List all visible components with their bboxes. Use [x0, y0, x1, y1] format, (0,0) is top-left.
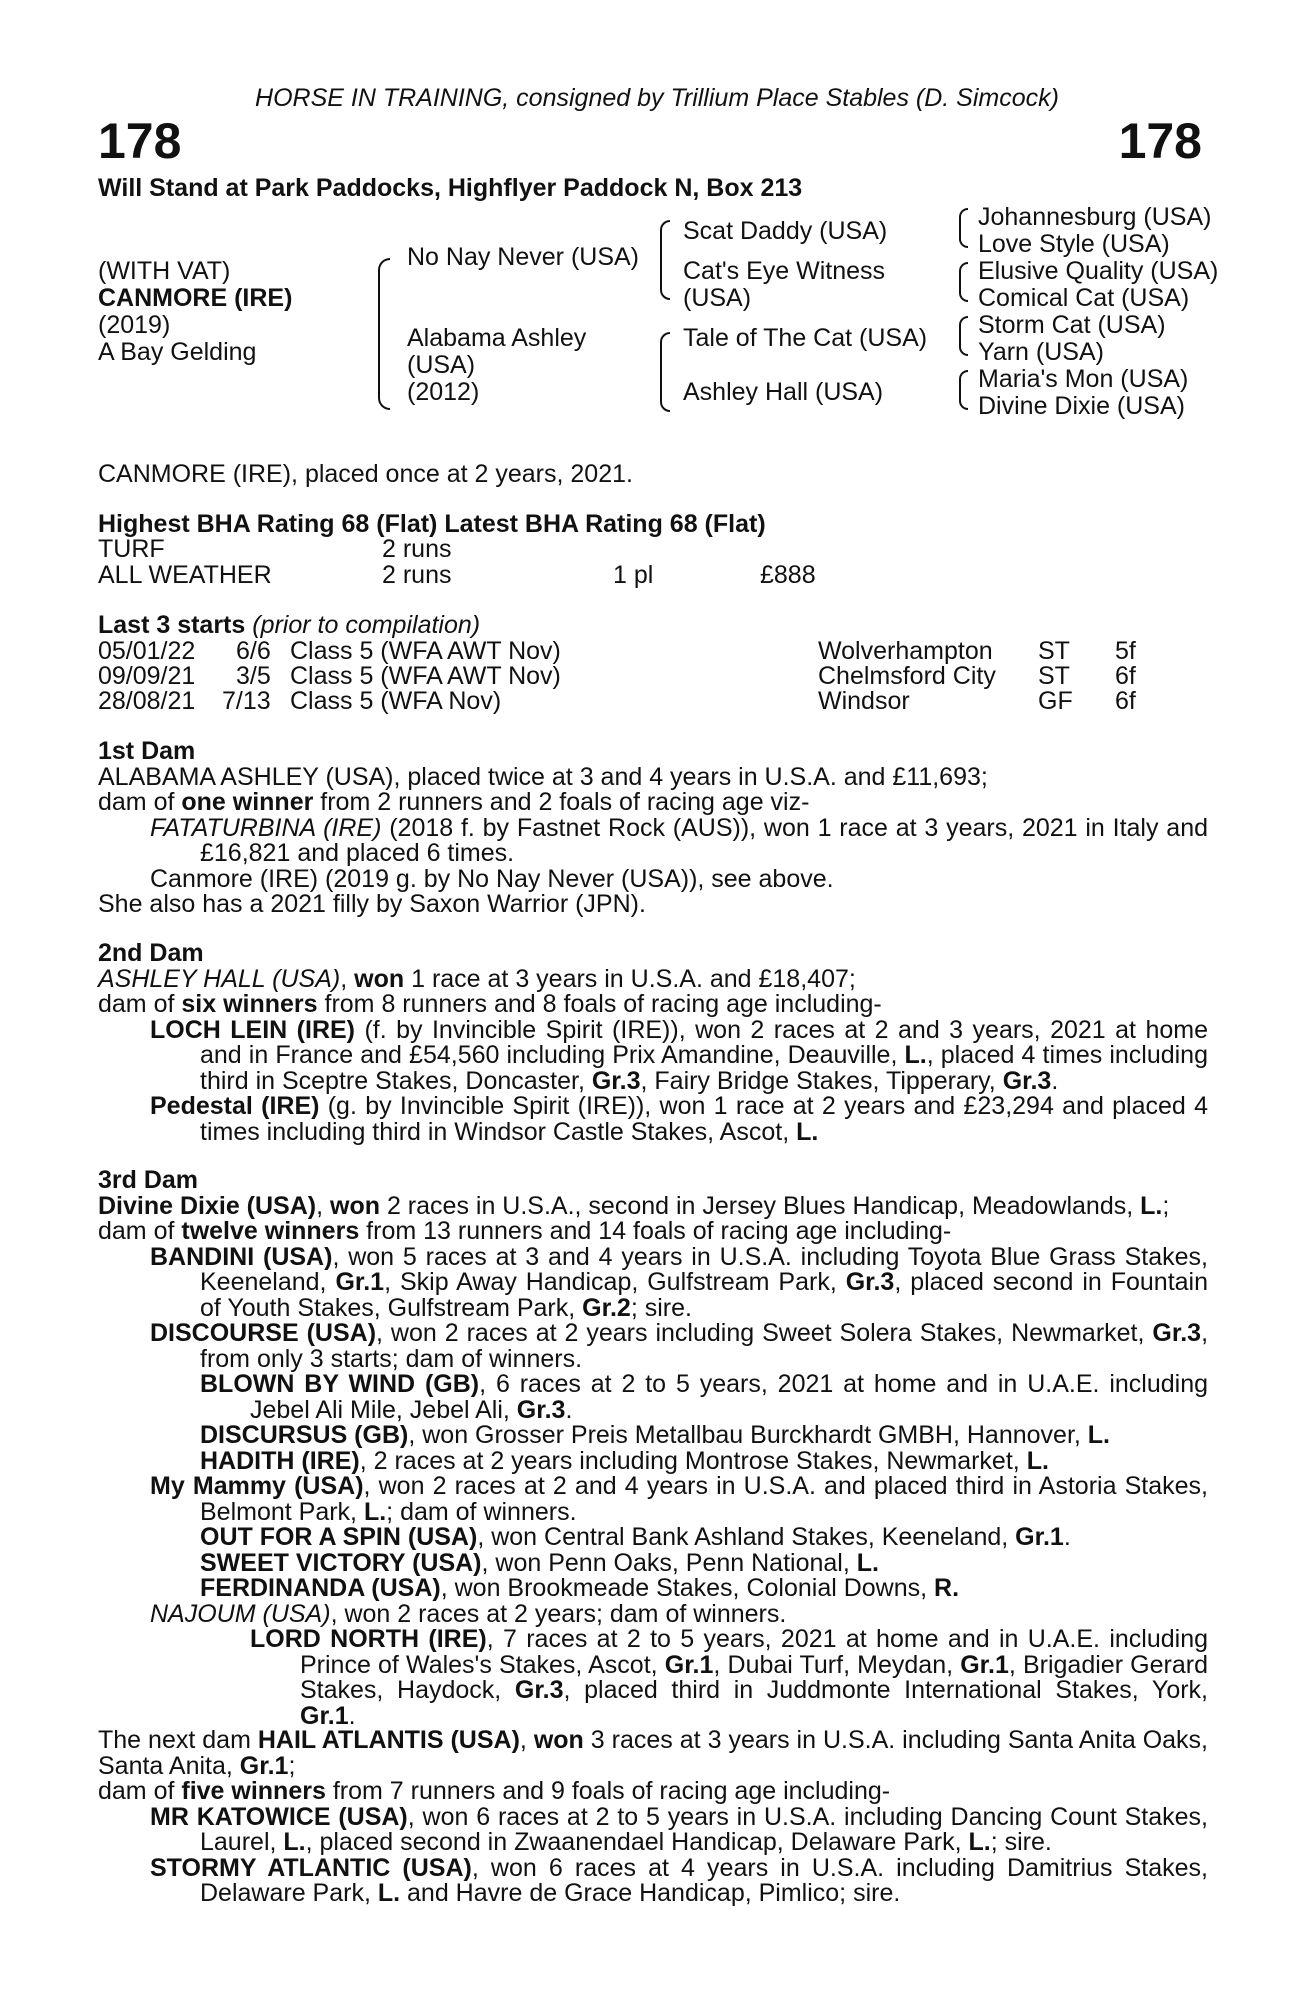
text: , Dubai Turf, Meydan, [713, 1650, 961, 1679]
produce-entry [98, 1423, 1208, 1449]
text: , won 6 races at 2 to 5 years in U.S.A. including Dancing Count Stakes, Laurel, [200, 1802, 1208, 1856]
produce-name: LOCH LEIN (IRE) [150, 1015, 355, 1044]
pedigree-dss: Storm Cat (USA) [978, 311, 1166, 339]
text: and Havre de Grace Handicap, Pimlico; sire. [400, 1879, 901, 1907]
start-race: Class 5 (WFA AWT Nov) [290, 662, 561, 690]
last-starts-heading [98, 611, 480, 640]
ratings-aw-surface: ALL WEATHER [98, 561, 272, 589]
text: ; [1162, 1191, 1170, 1220]
start-course: Chelmsford City [818, 662, 996, 690]
grade: Gr.1 [335, 1268, 385, 1296]
text: , [340, 964, 355, 993]
first-dam-note: She also has a 2021 filly by Saxon Warrior (JPN). [98, 890, 646, 918]
text: (g. by Invincible Spirit (IRE)), won 1 race at 2 years and £23,294 and placed 4 times including third in Windsor Castle Stakes, Ascot, [200, 1092, 1209, 1146]
pedigree-brace-g3-3 [959, 316, 968, 356]
pedigree-sds: Elusive Quality (USA) [978, 257, 1219, 285]
pedigree-dam-line3: (2012) [407, 378, 480, 406]
produce-name: HADITH (IRE) [200, 1446, 360, 1475]
grade: L. [363, 1497, 387, 1526]
start-going: ST [1038, 637, 1070, 665]
ratings-turf-runs: 2 runs [382, 535, 452, 563]
text: 1 race at 3 years in U.S.A. and £18,407; [404, 964, 856, 993]
pedigree-dam-sire: Tale of The Cat (USA) [683, 324, 928, 352]
first-dam-line: ALABAMA ASHLEY (USA), placed twice at 3 and 4 years in U.S.A. and £11,693; [98, 762, 988, 791]
pedigree-brace-dam [660, 332, 670, 412]
pedigree-sdd: Comical Cat (USA) [978, 284, 1190, 312]
produce-entry [98, 1094, 1208, 1145]
start-position: 7/13 [222, 687, 271, 715]
pedigree-ddd: Divine Dixie (USA) [978, 392, 1185, 420]
grade: L. [1087, 1421, 1110, 1449]
vat-note: (WITH VAT) [98, 257, 231, 285]
start-race: Class 5 (WFA Nov) [290, 687, 502, 715]
text: (f. by Invincible Spirit (IRE)), won 2 races at 2 and 3 years, 2021 at home and in France and £54,560 including Prix Amandine, Deauville, [200, 1015, 1208, 1069]
pedigree-ssd: Love Style (USA) [978, 230, 1170, 258]
second-dam-heading: 2nd Dam [98, 939, 204, 967]
start-race: Class 5 (WFA AWT Nov) [290, 637, 561, 665]
grade: Gr.2 [582, 1293, 631, 1322]
third-dam-produce-line [98, 1219, 1208, 1245]
text: . [1063, 1523, 1071, 1551]
produce-name: DISCOURSE (USA) [150, 1319, 377, 1347]
produce-entry [98, 1446, 1208, 1475]
text: , won Grosser Preis Metallbau Burckhardt GMBH, Hannover, [408, 1421, 1088, 1449]
horse-year: (2019) [98, 311, 171, 339]
text: , 7 races at 2 to 5 years, 2021 at home and in U.A.E. including Prince of Wales's Stakes, Ascot, [300, 1625, 1209, 1679]
pedigree-sire-dam-line1: Cat's Eye Witness [683, 257, 886, 285]
produce-entry: Canmore (IRE) (2019 g. by No Nay Never (USA)), see above. [150, 864, 834, 893]
text: from 13 runners and 14 foals of racing age including- [359, 1217, 952, 1245]
grade: Gr.1 [239, 1751, 289, 1780]
pedigree-sss: Johannesburg (USA) [978, 203, 1212, 231]
text: , placed second in Zwaanendael Handicap, Delaware Park, [305, 1828, 969, 1856]
horse-name: CANMORE (IRE) [98, 284, 293, 312]
produce-name: BLOWN BY WIND (GB) [200, 1370, 480, 1398]
produce-entry [98, 813, 1209, 867]
second-dam-produce-line [98, 992, 1208, 1018]
pedigree-dam-dam: Ashley Hall (USA) [683, 378, 884, 406]
produce-name: BANDINI (USA) [150, 1242, 333, 1271]
third-dam-section [98, 1168, 1208, 1729]
stand-location: Will Stand at Park Paddocks, Highflyer Paddock N, Box 213 [98, 174, 803, 202]
text: The next dam [98, 1726, 258, 1754]
start-distance: 6f [1115, 687, 1136, 715]
start-position: 6/6 [236, 637, 271, 665]
start-date: 09/09/21 [98, 662, 196, 690]
grade: L. [796, 1117, 819, 1146]
text: , won Penn Oaks, Penn National, [481, 1548, 857, 1577]
text: won [330, 1191, 381, 1220]
pedigree-dds: Maria's Mon (USA) [978, 365, 1189, 393]
pedigree-sire-dam-line2: (USA) [683, 284, 752, 312]
produce-entry [98, 1853, 1208, 1907]
text: , 6 races at 2 to 5 years, 2021 at home and in U.A.E. including Jebel Ali Mile, Jebel Ali, [250, 1370, 1208, 1424]
grade: Gr.1 [664, 1650, 714, 1679]
lot-number-right: 178 [1118, 113, 1202, 169]
first-dam-section [98, 739, 1208, 918]
text: , won 5 races at 3 and 4 years in U.S.A. including Toyota Blue Grass Stakes, Keeneland, [200, 1242, 1208, 1296]
grade: Gr.3 [845, 1268, 895, 1296]
text: , won 2 races at 2 and 4 years in U.S.A. and placed third in Astoria Stakes, Belmont Park, [200, 1472, 1208, 1526]
produce-name: FATATURBINA (IRE) [150, 813, 382, 842]
text: dam of [98, 788, 182, 816]
text: . [348, 1701, 356, 1730]
text: , won 6 races at 4 years in U.S.A. including Damitrius Stakes, Delaware Park, [200, 1853, 1208, 1907]
first-dam-heading: 1st Dam [98, 737, 196, 765]
dam-name: HAIL ATLANTIS (USA) [257, 1726, 520, 1754]
text: ; dam of winners. [386, 1497, 577, 1526]
grade: R. [934, 1574, 960, 1602]
start-course: Windsor [818, 687, 910, 715]
produce-name: STORMY ATLANTIC (USA) [150, 1853, 472, 1882]
grade: L. [856, 1548, 879, 1577]
grade: L. [968, 1828, 991, 1856]
text: 2 races in U.S.A., second in Jersey Blues Handicap, Meadowlands, [380, 1191, 1141, 1220]
text: from 2 runners and 2 foals of racing age viz- [313, 788, 810, 816]
text: ; sire. [630, 1293, 692, 1322]
text: ; [288, 1751, 296, 1780]
text: . [1051, 1066, 1059, 1095]
pedigree-brace-g3-2 [959, 262, 968, 302]
produce-name: SWEET VICTORY (USA) [200, 1548, 482, 1577]
pedigree-brace-gen1 [378, 258, 390, 410]
produce-entry [98, 1576, 1208, 1602]
bha-rating-heading: Highest BHA Rating 68 (Flat) Latest BHA Rating 68 (Flat) [98, 510, 766, 538]
text: from 8 runners and 8 foals of racing age including- [317, 990, 882, 1018]
text: , [519, 1726, 534, 1754]
grade: Gr.1 [1015, 1523, 1064, 1551]
produce-entry [98, 1242, 1209, 1322]
horse-description: A Bay Gelding [98, 338, 257, 366]
text: , Skip Away Handicap, Gulfstream Park, [384, 1268, 846, 1296]
pedigree-sire-sire: Scat Daddy (USA) [683, 217, 888, 245]
last-starts-title: Last 3 starts [98, 611, 246, 639]
pedigree-sire: No Nay Never (USA) [407, 243, 639, 271]
pedigree-dsd: Yarn (USA) [978, 338, 1104, 366]
third-dam-line [98, 1191, 1208, 1220]
start-date: 28/08/21 [98, 687, 196, 715]
grade: Gr.3 [1152, 1319, 1202, 1347]
text: won [533, 1726, 584, 1754]
winners-count: twelve winners [181, 1217, 360, 1245]
text: (2018 f. by Fastnet Rock (AUS)), won 1 race at 3 years, 2021 in Italy and £16,821 and placed 6 times. [200, 813, 1209, 867]
pedigree-brace-sire [660, 220, 670, 300]
next-dam-section [98, 1728, 1208, 1907]
text: , won 2 races at 2 years; dam of winners. [330, 1599, 787, 1628]
text: , [316, 1191, 331, 1220]
winners-count: five winners [181, 1777, 326, 1805]
pedigree-brace-g3-4 [959, 370, 968, 410]
grade: L. [1026, 1446, 1049, 1475]
grade: L. [377, 1879, 401, 1907]
grade: Gr.1 [300, 1701, 349, 1730]
ratings-aw-prize: £888 [760, 561, 816, 589]
text: , Brigadier Gerard Stakes, Haydock, [300, 1650, 1208, 1704]
text: dam of [98, 1777, 182, 1805]
start-date: 05/01/22 [98, 637, 196, 665]
text: , Fairy Bridge Stakes, Tipperary, [640, 1066, 1003, 1095]
produce-name: Pedestal (IRE) [150, 1092, 320, 1120]
produce-name: DISCURSUS (GB) [200, 1421, 409, 1449]
pedigree-brace-g3-1 [959, 208, 968, 248]
produce-entry [98, 1372, 1208, 1423]
start-going: ST [1038, 662, 1070, 690]
produce-name: My Mammy (USA) [150, 1472, 364, 1500]
third-dam-heading: 3rd Dam [98, 1166, 199, 1194]
ratings-aw-placed: 1 pl [613, 561, 654, 589]
text: dam of [98, 990, 182, 1018]
produce-entry [98, 1627, 1208, 1729]
produce-entry [98, 1015, 1208, 1095]
text: , placed 4 times including third in Sceptre Stakes, Doncaster, [200, 1041, 1208, 1095]
grade: L. [1140, 1191, 1163, 1220]
winners-count: one winner [181, 788, 314, 816]
next-dam-produce-line [98, 1779, 1208, 1805]
produce-name: NAJOUM (USA) [150, 1599, 331, 1628]
text: won [354, 964, 405, 993]
second-dam-line [98, 964, 1208, 993]
lot-number-left: 178 [98, 113, 182, 169]
first-dam-produce-line [98, 790, 1208, 816]
text: , placed third in Juddmonte International Stakes, York, [563, 1676, 1208, 1704]
text: , won Brookmeade Stakes, Colonial Downs, [440, 1574, 935, 1602]
produce-name: MR KATOWICE (USA) [150, 1802, 408, 1831]
text: from 7 runners and 9 foals of racing age including- [325, 1777, 891, 1805]
produce-entry [98, 1548, 1208, 1577]
ratings-turf-surface: TURF [98, 535, 165, 563]
text: , won 2 races at 2 years including Sweet Solera Stakes, Newmarket, [376, 1319, 1153, 1347]
start-position: 3/5 [236, 662, 271, 690]
grade: L. [904, 1041, 927, 1069]
grade: Gr.3 [516, 1395, 566, 1424]
start-going: GF [1038, 687, 1073, 715]
winners-count: six winners [181, 990, 318, 1018]
next-dam-line [98, 1728, 1208, 1779]
text: . [565, 1395, 573, 1424]
grade: Gr.3 [514, 1676, 564, 1704]
produce-entry [98, 1474, 1208, 1525]
start-distance: 6f [1115, 662, 1136, 690]
ratings-aw-runs: 2 runs [382, 561, 452, 589]
pedigree-dam-line2: (USA) [407, 351, 476, 379]
consignor-line: HORSE IN TRAINING, consigned by Trillium Place Stables (D. Simcock) [255, 84, 1059, 112]
produce-entry [98, 1321, 1208, 1372]
dam-name: ASHLEY HALL (USA) [98, 964, 341, 993]
produce-name: LORD NORTH (IRE) [250, 1625, 487, 1653]
grade: L. [283, 1828, 306, 1856]
text: 3 races at 3 years in U.S.A. including Santa Anita Oaks, Santa Anita, [98, 1726, 1208, 1780]
produce-entry [98, 1525, 1208, 1551]
grade: Gr.3 [591, 1066, 641, 1095]
text: , placed second in Fountain of Youth Stakes, Gulfstream Park, [200, 1268, 1209, 1322]
second-dam-section [98, 941, 1208, 1145]
text: ; sire. [990, 1828, 1052, 1856]
text: dam of [98, 1217, 182, 1245]
produce-name: FERDINANDA (USA) [200, 1574, 441, 1602]
text: , won Central Bank Ashland Stakes, Keeneland, [477, 1523, 1016, 1551]
start-course: Wolverhampton [818, 637, 993, 665]
start-distance: 5f [1115, 637, 1136, 665]
grade: Gr.3 [1002, 1066, 1052, 1095]
produce-name: OUT FOR A SPIN (USA) [200, 1523, 478, 1551]
grade: Gr.1 [960, 1650, 1009, 1679]
horse-summary: CANMORE (IRE), placed once at 2 years, 2021. [98, 460, 633, 488]
last-starts-note: (prior to compilation) [252, 611, 481, 639]
text: , from only 3 starts; dam of winners. [200, 1319, 1209, 1373]
produce-entry [98, 1599, 1208, 1628]
dam-name: Divine Dixie (USA) [98, 1191, 317, 1220]
pedigree-dam-line1: Alabama Ashley [407, 324, 587, 352]
produce-entry [98, 1802, 1208, 1856]
text: , 2 races at 2 years including Montrose Stakes, Newmarket, [359, 1446, 1027, 1475]
